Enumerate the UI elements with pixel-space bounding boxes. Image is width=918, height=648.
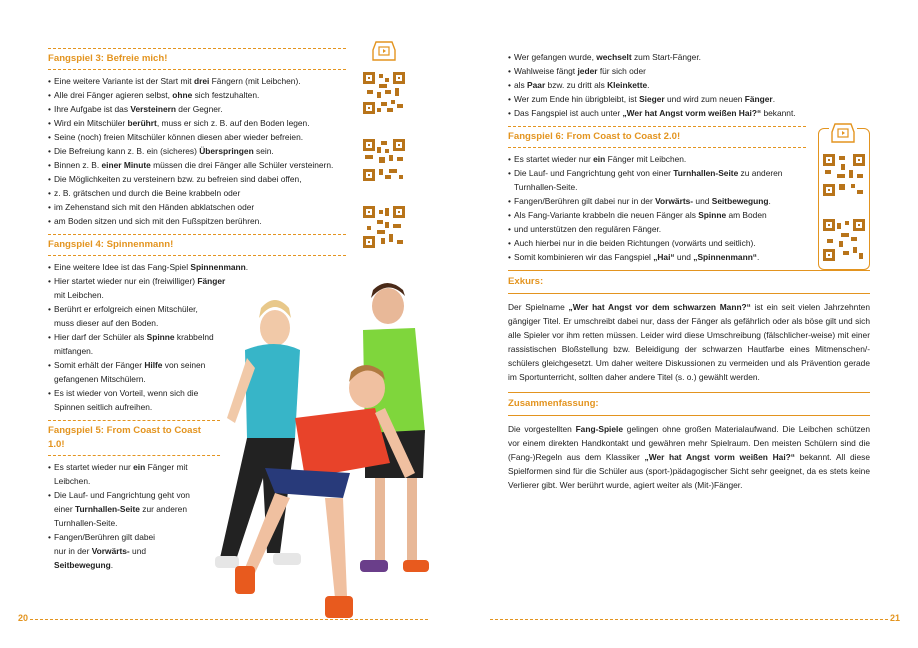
page-number: 21 bbox=[890, 613, 901, 623]
list-item: • Wer zum Ende hin übrigbleibt, ist Sieger und wird zum neuen Fänger. bbox=[508, 92, 870, 106]
section-title-fangspiel-3: Fangspiel 3: Befreie mich! bbox=[48, 48, 346, 70]
video-icon bbox=[829, 120, 857, 148]
list-item: • Als Fang-Variante krabbeln die neuen Fänger als Spinne am Boden bbox=[508, 208, 808, 222]
qr-code-icon[interactable] bbox=[823, 154, 865, 196]
list-item: • Die Lauf- und Fangrichtung geht von bbox=[48, 488, 218, 502]
qr-code-icon[interactable] bbox=[363, 206, 405, 248]
summary-text: Die vorgestellten Fang-Spiele gelingen ohne großen Materialaufwand. Die Leibchen schützen vor einem direkten Handkontakt und gewähren mehr Spielraum. Den meisten Schülern sind die (Fang-)Regeln aus dem Klassiker „Wer hat Angst vorm weißen Hai?“ bekannt. All diese Spielformen sind für die Schüler aus (sport-)pädagogischer Sicht sehr geeignet, da es stets keine Verlierer gibt. Wer berührt wurde, agiert weiter als (Mit-)Fänger. bbox=[508, 424, 870, 490]
list-item: • Es startet wieder nur ein Fänger mit Leibchen. bbox=[508, 152, 808, 166]
list-item: • Die Möglichkeiten zu versteinern bzw. zu befreien sind dabei offen, bbox=[48, 172, 346, 186]
list-item: • Eine weitere Idee ist das Fang-Spiel Spinnenmann. bbox=[48, 260, 284, 274]
list-item: • Auch hierbei nur in die beiden Richtungen (vorwärts und seitlich). bbox=[508, 236, 808, 250]
list-item-cont: nur in der Vorwärts- und bbox=[54, 546, 147, 556]
list-item: • Ihre Aufgabe ist das Versteinern der Gegner. bbox=[48, 102, 346, 116]
list-item: • Es startet wieder nur ein Fänger mit bbox=[48, 460, 218, 474]
section-title-exkurs: Exkurs: bbox=[508, 270, 870, 294]
list-item-cont: Seitbewegung. bbox=[54, 560, 114, 570]
players-photo bbox=[175, 278, 443, 633]
list-item-cont: einer Turnhallen-Seite zur anderen bbox=[54, 504, 187, 514]
list-item-cont: mit Leibchen. bbox=[54, 290, 104, 300]
section-title-fangspiel-6: Fangspiel 6: From Coast to Coast 2.0! bbox=[508, 126, 806, 148]
list-item-cont: muss dieser auf den Boden. bbox=[54, 318, 159, 328]
list-item: • Wird ein Mitschüler berührt, muss er sich z. B. auf den Boden legen. bbox=[48, 116, 346, 130]
qr-code-icon[interactable] bbox=[823, 219, 865, 261]
list-item: • Das Fangspiel ist auch unter „Wer hat Angst vorm weißen Hai?“ bekannt. bbox=[508, 106, 870, 120]
exkurs-text: Der Spielname „Wer hat Angst vor dem schwarzen Mann?“ ist ein seit vielen Jahrzehnten gängiger Titel. Er umschreibt dabei nur, dass der Fänger als gefährlich oder als böse gilt und sich alle Spieler vor ihm retten müssen. Leider wird diese Umschreibung (fälschlicher-weise) mit einer rassistischen Bloßstellung bzw. Beleidigung der schwarzen Hautfarbe eines Mitmenschen/-schülers gleichgesetzt. Um daher weitere Diskussionen zu vermeiden und als Prävention gerade im Sportunterricht, sollten daher andere Titel (s. o.) gewählt werden. bbox=[508, 302, 870, 382]
list-item: • Seine (noch) freien Mitschüler können diesen aber wieder befreien. bbox=[48, 130, 346, 144]
continued-list bbox=[508, 50, 870, 120]
list-item: • Fangen/Berühren gilt dabei bbox=[48, 530, 218, 544]
list-item: • im Zehenstand sich mit den Händen abklatschen oder bbox=[48, 200, 346, 214]
list-item: • Fangen/Berühren gilt dabei nur in der Vorwärts- und Seitbewegung. bbox=[508, 194, 808, 208]
list-item: • am Boden sitzen und sich mit den Fußspitzen berühren. bbox=[48, 214, 346, 228]
list-item: • Binnen z. B. einer Minute müssen die drei Fänger alle Schüler versteinern. bbox=[48, 158, 346, 172]
list-item-cont: Turnhallen-Seite. bbox=[54, 518, 118, 528]
video-icon bbox=[370, 38, 398, 66]
list-item: • und unterstützen den regulären Fänger. bbox=[508, 222, 808, 236]
list-item-cont: mitfangen. bbox=[54, 346, 94, 356]
list-item: • Berührt er erfolgreich einen Mitschüler, bbox=[48, 302, 234, 316]
list-item: • Hier darf der Schüler als Spinne krabbelnd bbox=[48, 330, 234, 344]
footer-line bbox=[490, 619, 888, 620]
section-title-fangspiel-5: Fangspiel 5: From Coast to Coast 1.0! bbox=[48, 420, 220, 456]
footer-line bbox=[30, 619, 428, 620]
list-item: • z. B. grätschen und durch die Beine krabbeln oder bbox=[48, 186, 346, 200]
list-item-cont: Turnhallen-Seite. bbox=[514, 182, 578, 192]
fangspiel-3-list bbox=[48, 74, 346, 228]
list-item: • Somit erhält der Fänger Hilfe von seinen bbox=[48, 358, 234, 372]
list-item: • Alle drei Fänger agieren selbst, ohne sich festzuhalten. bbox=[48, 88, 346, 102]
section-title-zusammenfassung: Zusammenfassung: bbox=[508, 392, 870, 416]
list-item: • Wahlweise fängt jeder für sich oder bbox=[508, 64, 870, 78]
list-item: • Es ist wieder von Vorteil, wenn sich die bbox=[48, 386, 234, 400]
list-item: • als Paar bzw. zu dritt als Kleinkette. bbox=[508, 78, 870, 92]
list-item: • Die Befreiung kann z. B. ein (sicheres) Überspringen sein. bbox=[48, 144, 346, 158]
list-item: • Somit kombinieren wir das Fangspiel „Hai“ und „Spinnenmann“. bbox=[508, 250, 808, 264]
player-girl bbox=[215, 300, 301, 568]
list-item-cont: Spinnen seitlich aufreihen. bbox=[54, 402, 153, 412]
list-item-cont: gefangenen Mitschülern. bbox=[54, 374, 146, 384]
fangspiel-6-list bbox=[508, 152, 808, 264]
qr-code-icon[interactable] bbox=[363, 139, 405, 181]
qr-code-icon[interactable] bbox=[363, 72, 405, 114]
list-item: • Wer gefangen wurde, wechselt zum Start-Fänger. bbox=[508, 50, 870, 64]
list-item: • Eine weitere Variante ist der Start mit drei Fängern (mit Leibchen). bbox=[48, 74, 346, 88]
section-title-fangspiel-4: Fangspiel 4: Spinnenmann! bbox=[48, 234, 346, 256]
list-item: • Hier startet wieder nur ein (freiwilliger) Fänger bbox=[48, 274, 234, 288]
list-item-cont: Leibchen. bbox=[54, 476, 91, 486]
right-column bbox=[508, 50, 870, 500]
list-item: • Die Lauf- und Fangrichtung geht von einer Turnhallen-Seite zu anderen bbox=[508, 166, 808, 180]
page-number: 20 bbox=[18, 613, 29, 623]
